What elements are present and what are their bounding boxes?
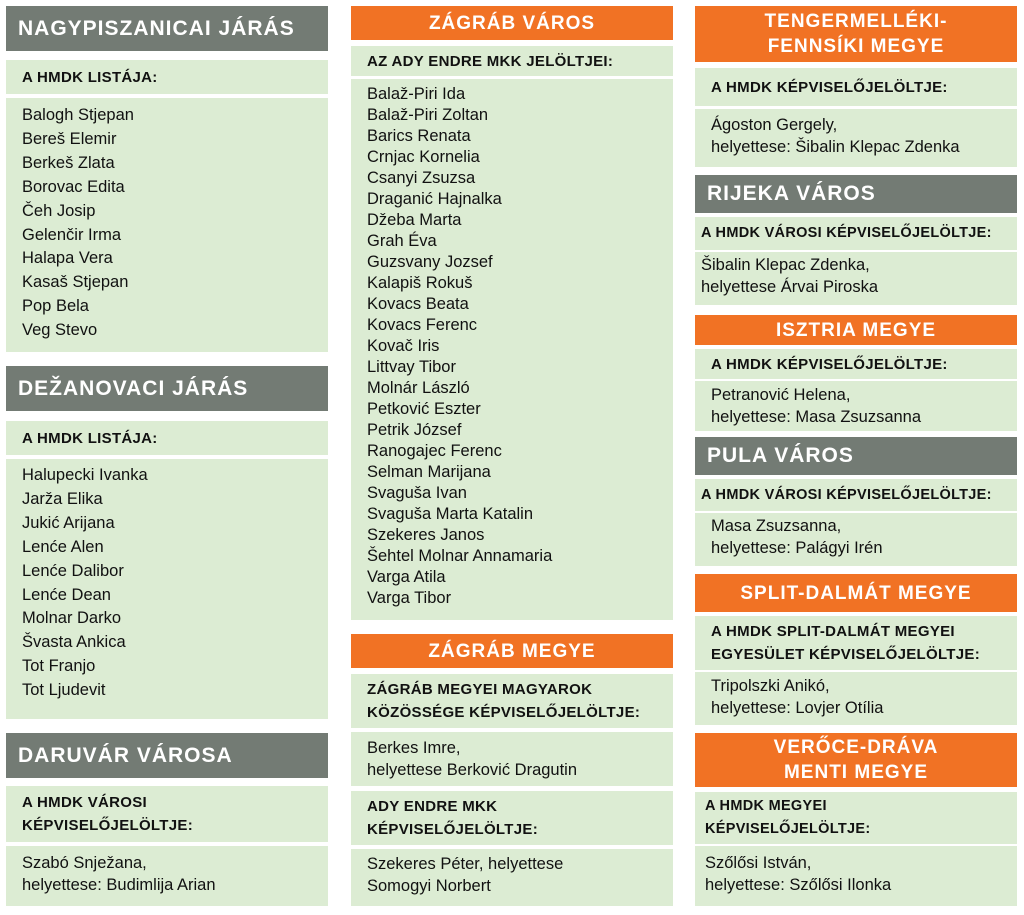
zagreb-county-c1-line2: helyettese Berković Dragutin xyxy=(367,761,578,779)
virovitica-title-line1: VERŐCE-DRÁVA xyxy=(773,737,939,758)
candidate-name: Kovacs Ferenc xyxy=(367,316,478,334)
istria-line2: helyettese: Masa Zsuzsanna xyxy=(711,408,922,426)
candidate-name: Svaguša Marta Katalin xyxy=(367,505,534,523)
candidate-name: Halapa Vera xyxy=(22,249,113,268)
candidate-name: Draganić Hajnalka xyxy=(367,190,502,208)
zagreb-county-title: ZÁGRÁB MEGYE xyxy=(351,634,673,668)
candidate-name: Guzsvany Jozsef xyxy=(367,253,493,271)
istria-title: ISZTRIA MEGYE xyxy=(695,315,1017,345)
candidate-name: Molnar Darko xyxy=(22,609,122,628)
zagreb-county-subtitle-2-line1: ADY ENDRE MKK xyxy=(367,798,498,815)
istria-line1: Petranović Helena, xyxy=(711,386,851,404)
rijeka-title: RIJEKA VÁROS xyxy=(695,175,1017,213)
split-candidate xyxy=(695,672,1017,725)
candidate-name: Lenće Alen xyxy=(22,537,104,556)
candidate-name: Gelenčir Irma xyxy=(22,225,122,244)
dezanovaci-list xyxy=(6,459,328,719)
candidate-name: Borovac Edita xyxy=(22,177,125,196)
nagypiszanicai-title: NAGYPISZANICAI JÁRÁS xyxy=(6,6,328,51)
candidate-name: Balogh Stjepan xyxy=(22,106,134,124)
virovitica-subtitle-line2: KÉPVISELŐJELÖLTJE: xyxy=(705,821,871,837)
candidate-name: Jukić Arijana xyxy=(22,513,115,532)
zagreb-city-title: ZÁGRÁB VÁROS xyxy=(351,6,673,40)
candidate-name: Švasta Ankica xyxy=(22,633,126,652)
nagypiszanicai-list xyxy=(6,98,328,352)
candidate-name: Petković Eszter xyxy=(367,400,481,418)
primorje-title-line2: FENNSÍKI MEGYE xyxy=(767,36,945,57)
daruvar-subtitle xyxy=(6,786,328,842)
zagreb-county-subtitle-1-line2: KÖZÖSSÉGE KÉPVISELŐJELÖLTJE: xyxy=(367,704,641,721)
candidate-name: Barics Renata xyxy=(367,127,471,145)
istria-subtitle: A HMDK KÉPVISELŐJELÖLTJE: xyxy=(695,349,1017,379)
daruvar-candidate xyxy=(6,846,328,906)
rijeka-line1: Šibalin Klepac Zdenka, xyxy=(701,256,870,274)
candidate-name: Džeba Marta xyxy=(367,211,462,229)
candidate-name: Kasaš Stjepan xyxy=(22,273,129,292)
zagreb-county-candidate-2 xyxy=(351,849,673,906)
candidate-name: Šehtel Molnar Annamaria xyxy=(367,547,553,565)
virovitica-line2: helyettese: Szőlősi Ilonka xyxy=(705,876,892,894)
candidate-name: Berkeš Zlata xyxy=(22,153,115,172)
candidate-name: Ranogajec Ferenc xyxy=(367,442,502,460)
candidate-name: Petrik József xyxy=(367,421,462,439)
zagreb-city-subtitle: AZ ADY ENDRE MKK JELÖLTJEI: xyxy=(351,46,673,76)
daruvar-subtitle-line1: A HMDK VÁROSI xyxy=(22,794,148,811)
zagreb-county-subtitle-2-line2: KÉPVISELŐJELÖLTJE: xyxy=(367,821,538,838)
primorje-title xyxy=(695,6,1017,62)
candidate-name: Varga Atila xyxy=(367,568,446,586)
candidate-name: Littvay Tibor xyxy=(367,358,456,376)
zagreb-county-subtitle-1-line1: ZÁGRÁB MEGYEI MAGYAROK xyxy=(367,681,593,698)
dezanovaci-title: DEŽANOVACI JÁRÁS xyxy=(6,366,328,411)
candidate-name: Bereš Elemir xyxy=(22,129,117,148)
primorje-line2: helyettese: Šibalin Klepac Zdenka xyxy=(711,138,960,156)
candidate-name: Balaž-Piri Ida xyxy=(367,85,466,103)
rijeka-candidate xyxy=(695,252,1017,305)
candidate-name: Lenće Dean xyxy=(22,585,111,604)
pula-line2: helyettese: Palágyi Irén xyxy=(711,539,883,557)
candidate-name: Varga Tibor xyxy=(367,589,452,607)
candidate-name: Pop Bela xyxy=(22,297,89,316)
candidate-name: Tot Franjo xyxy=(22,657,96,676)
virovitica-candidate xyxy=(695,846,1017,906)
candidate-name: Kovač Iris xyxy=(367,337,440,355)
candidate-name: Grah Éva xyxy=(367,232,437,250)
rijeka-line2: helyettese Árvai Piroska xyxy=(701,278,878,296)
split-subtitle-line1: A HMDK SPLIT-DALMÁT MEGYEI xyxy=(711,623,955,640)
daruvar-subtitle-line2: KÉPVISELŐJELÖLTJE: xyxy=(22,817,193,834)
istria-candidate xyxy=(695,381,1017,431)
zagreb-county-c1-line1: Berkes Imre, xyxy=(367,739,461,757)
primorje-subtitle: A HMDK KÉPVISELŐJELÖLTJE: xyxy=(695,68,1017,106)
split-line1: Tripolszki Anikó, xyxy=(711,677,830,695)
virovitica-subtitle xyxy=(695,792,1017,844)
virovitica-title xyxy=(695,733,1017,787)
nagypiszanicai-subtitle: A HMDK LISTÁJA: xyxy=(6,60,328,94)
primorje-line1: Ágoston Gergely, xyxy=(711,116,838,134)
zagreb-county-subtitle-2 xyxy=(351,791,673,845)
daruvar-title: DARUVÁR VÁROSA xyxy=(6,733,328,778)
candidate-name: Tot Ljudevit xyxy=(22,681,106,700)
split-subtitle xyxy=(695,616,1017,670)
candidate-name: Jarža Elika xyxy=(22,489,103,508)
zagreb-county-c2-line2: Somogyi Norbert xyxy=(367,877,491,895)
virovitica-title-line2: MENTI MEGYE xyxy=(783,762,928,783)
candidate-name: Molnár László xyxy=(367,379,470,397)
candidate-name: Lenće Dalibor xyxy=(22,561,124,580)
candidate-name: Szekeres Janos xyxy=(367,526,485,544)
split-line2: helyettese: Lovjer Otília xyxy=(711,699,884,717)
virovitica-line1: Szőlősi István, xyxy=(705,854,812,872)
zagreb-county-subtitle-1 xyxy=(351,674,673,728)
candidate-name: Čeh Josip xyxy=(22,201,96,220)
candidate-name: Balaž-Piri Zoltan xyxy=(367,106,489,124)
pula-candidate xyxy=(695,513,1017,566)
candidate-name: Csanyi Zsuzsa xyxy=(367,169,476,187)
candidate-name: Crnjac Kornelia xyxy=(367,148,480,166)
daruvar-line2: helyettese: Budimlija Arian xyxy=(22,876,216,894)
zagreb-city-list xyxy=(351,79,673,620)
candidate-name: Kovacs Beata xyxy=(367,295,469,313)
candidate-name: Veg Stevo xyxy=(22,321,98,340)
candidate-name: Selman Marijana xyxy=(367,463,491,481)
virovitica-subtitle-line1: A HMDK MEGYEI xyxy=(705,798,827,814)
candidate-name: Halupecki Ivanka xyxy=(22,466,148,484)
dezanovaci-subtitle: A HMDK LISTÁJA: xyxy=(6,421,328,455)
rijeka-subtitle: A HMDK VÁROSI KÉPVISELŐJELÖLTJE: xyxy=(695,217,1017,250)
split-subtitle-line2: EGYESÜLET KÉPVISELŐJELÖLTJE: xyxy=(711,646,981,663)
pula-line1: Masa Zsuzsanna, xyxy=(711,517,842,535)
candidate-name: Svaguša Ivan xyxy=(367,484,467,502)
daruvar-line1: Szabó Snježana, xyxy=(22,854,147,872)
pula-subtitle: A HMDK VÁROSI KÉPVISELŐJELÖLTJE: xyxy=(695,479,1017,511)
zagreb-county-candidate-1 xyxy=(351,732,673,786)
pula-title: PULA VÁROS xyxy=(695,437,1017,475)
primorje-candidate xyxy=(695,109,1017,167)
candidate-name: Kalapiš Rokuš xyxy=(367,274,473,292)
primorje-title-line1: TENGERMELLÉKI- xyxy=(764,11,948,32)
split-title: SPLIT-DALMÁT MEGYE xyxy=(695,574,1017,612)
zagreb-county-c2-line1: Szekeres Péter, helyettese xyxy=(367,855,564,873)
